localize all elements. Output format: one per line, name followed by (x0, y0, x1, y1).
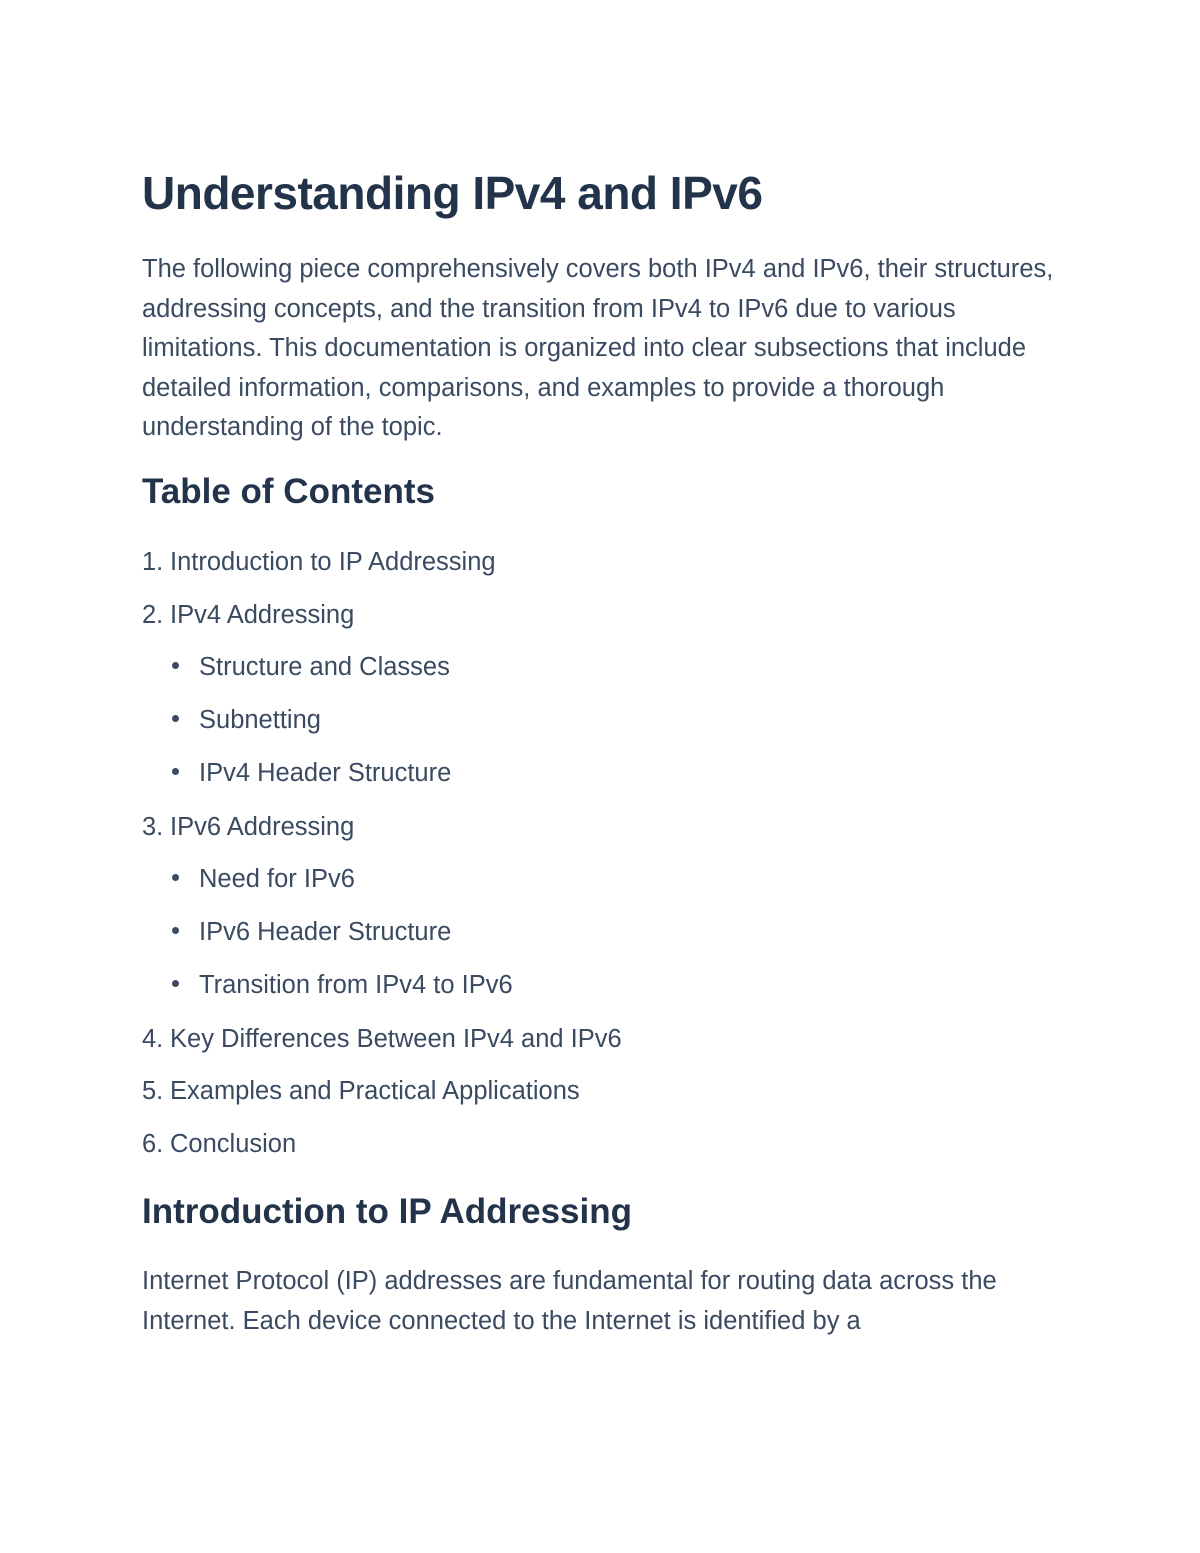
toc-item-3[interactable] (142, 811, 354, 843)
section-heading-introduction: Introduction to IP Addressing (142, 1192, 632, 1231)
toc-label: Examples and Practical Applications (170, 1077, 580, 1105)
toc-item-5[interactable] (142, 1075, 580, 1107)
intro-paragraph: The following piece comprehensively covers both IPv4 and IPv6, their structures, addressing concepts, and the transition from IPv4 to IPv6 due to various limitations. This documentation is organized into clear subsections that include detailed information, comparisons, and examples to provide a thorough understanding of the topic. (142, 255, 1054, 442)
toc-item-4[interactable] (142, 1023, 622, 1055)
toc-number: 1. (142, 548, 164, 576)
toc-subitem[interactable] (172, 969, 513, 1001)
toc-number: 3. (142, 813, 164, 841)
bullet-icon (172, 980, 179, 987)
toc-subitem[interactable] (172, 916, 451, 948)
toc-number: 4. (142, 1025, 164, 1053)
section-paragraph: Internet Protocol (IP) addresses are fundamental for routing data across the Internet. Each device connected to the Internet is identified by a (142, 1267, 997, 1335)
toc-label: IPv4 Addressing (170, 601, 355, 629)
bullet-icon (172, 927, 179, 934)
toc-subitem[interactable] (172, 704, 321, 736)
toc-subitem[interactable] (172, 757, 451, 789)
toc-number: 2. (142, 601, 164, 629)
toc-sublabel: IPv4 Header Structure (199, 759, 452, 787)
toc-sublabel: Structure and Classes (199, 653, 450, 681)
toc-item-2[interactable] (142, 599, 354, 631)
toc-item-1[interactable] (142, 546, 496, 578)
toc-subitem[interactable] (172, 863, 355, 895)
document-title: Understanding IPv4 and IPv6 (142, 167, 763, 219)
toc-heading: Table of Contents (142, 472, 435, 511)
toc-number: 5. (142, 1077, 164, 1105)
toc-sublabel: IPv6 Header Structure (199, 918, 452, 946)
toc-label: Conclusion (170, 1130, 297, 1158)
toc-label: IPv6 Addressing (170, 813, 355, 841)
toc-number: 6. (142, 1130, 164, 1158)
bullet-icon (172, 768, 179, 775)
toc-item-6[interactable] (142, 1128, 296, 1160)
bullet-icon (172, 662, 179, 669)
toc-label: Introduction to IP Addressing (170, 548, 496, 576)
toc-subitem[interactable] (172, 651, 450, 683)
bullet-icon (172, 715, 179, 722)
bullet-icon (172, 874, 179, 881)
toc-sublabel: Transition from IPv4 to IPv6 (199, 971, 513, 999)
toc-sublabel: Need for IPv6 (199, 865, 355, 893)
toc-sublabel: Subnetting (199, 706, 321, 734)
toc-label: Key Differences Between IPv4 and IPv6 (170, 1025, 622, 1053)
